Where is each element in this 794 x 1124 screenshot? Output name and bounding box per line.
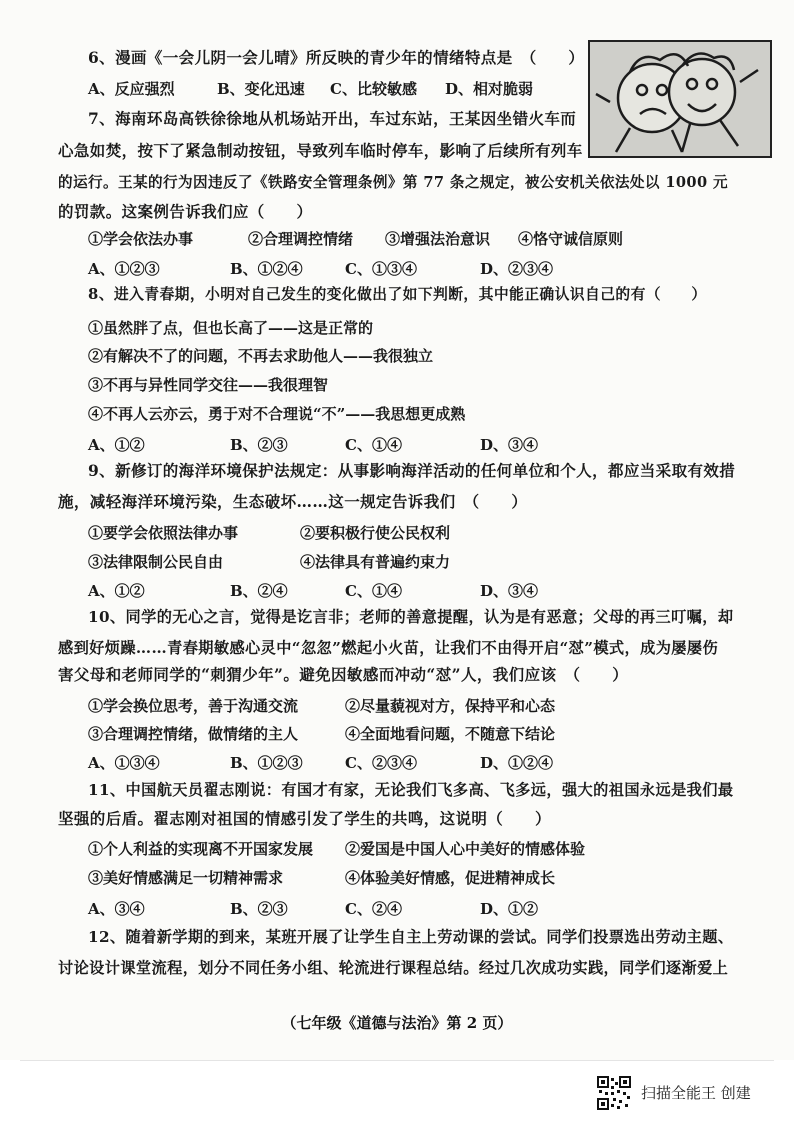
q8-option-c: C、①④ <box>345 436 402 454</box>
q6-option-b: B、变化迅速 <box>217 80 305 98</box>
q7-line-4: 的罚款。这案例告诉我们应（ ） <box>58 202 313 221</box>
cartoon-illustration <box>588 40 772 158</box>
q11-option-c: C、②④ <box>345 900 402 918</box>
q7-statement-4: ④恪守诚信原则 <box>518 230 624 248</box>
q10-statement-2: ②尽量藐视对方，保持平和心态 <box>345 697 556 715</box>
q7-line-3: 的运行。王某的行为因违反了《铁路安全管理条例》第 77 条之规定，被公安机关依法处以 1000 元 <box>58 174 729 191</box>
q7-option-b: B、①②④ <box>230 260 303 278</box>
q11-option-a: A、③④ <box>88 900 145 918</box>
q9-line-2: 施，减轻海洋环境污染，生态破坏……这一规定告诉我们 （ ） <box>58 492 528 511</box>
q7-statement-1: ①学会依法办事 <box>88 230 194 248</box>
q7-statement-3: ③增强法治意识 <box>385 230 491 248</box>
q8-statement-1: ①虽然胖了点，但也长高了——这是正常的 <box>88 319 374 337</box>
q10-option-a: A、①③④ <box>88 754 160 772</box>
q8-statement-2: ②有解决不了的问题，不再去求助他人——我很独立 <box>88 347 434 365</box>
q6-option-d: D、相对脆弱 <box>445 80 534 98</box>
q6-stem: 6、漫画《一会儿阴一会儿晴》所反映的青少年的情绪特点是 （ ） <box>88 48 585 67</box>
q9-line-1: 9、新修订的海洋环境保护法规定：从事影响海洋活动的任何单位和个人，都应当采取有效措 <box>88 461 736 480</box>
q10-option-c: C、②③④ <box>345 754 417 772</box>
q10-line-3: 害父母和老师同学的“刺猬少年”。避免因敏感而冲动“怼”人，我们应该 （ ） <box>58 665 629 684</box>
q7-line-2: 心急如焚，按下了紧急制动按钮，导致列车临时停车，影响了后续所有列车 <box>58 141 583 160</box>
q9-option-b: B、②④ <box>230 582 288 600</box>
q11-line-2: 坚强的后盾。翟志刚对祖国的情感引发了学生的共鸣，这说明（ ） <box>58 809 551 828</box>
q7-statement-2: ②合理调控情绪 <box>248 230 354 248</box>
q11-statement-2: ②爱国是中国人心中美好的情感体验 <box>345 840 586 858</box>
q9-statement-1: ①要学会依照法律办事 <box>88 524 239 542</box>
q9-option-a: A、①② <box>88 582 145 600</box>
qr-code-icon <box>597 1076 631 1110</box>
q9-statement-2: ②要积极行使公民权利 <box>300 524 451 542</box>
q7-option-d: D、②③④ <box>480 260 554 278</box>
q9-statement-3: ③法律限制公民自由 <box>88 553 224 571</box>
q8-statement-4: ④不再人云亦云，勇于对不合理说“不”——我思想更成熟 <box>88 405 466 423</box>
q11-option-b: B、②③ <box>230 900 288 918</box>
q10-line-2: 感到好烦躁……青春期敏感心灵中“忽忽”燃起小火苗，让我们不由得开启“怼”模式，成为屡屡伤 <box>58 639 719 657</box>
q10-statement-3: ③合理调控情绪，做情绪的主人 <box>88 725 299 743</box>
q10-line-1: 10、同学的无心之言，觉得是讫言非；老师的善意提醒，认为是有恶意；父母的再三叮嘱，却 <box>88 608 734 626</box>
q9-option-d: D、③④ <box>480 582 539 600</box>
q10-option-b: B、①②③ <box>230 754 303 772</box>
q11-option-d: D、①② <box>480 900 539 918</box>
q8-stem: 8、进入青春期，小明对自己发生的变化做出了如下判断，其中能正确认识自己的有（ ） <box>88 286 707 303</box>
q7-option-a: A、①②③ <box>88 260 160 278</box>
q10-statement-4: ④全面地看问题，不随意下结论 <box>345 725 556 743</box>
q7-option-c: C、①③④ <box>345 260 417 278</box>
q9-option-c: C、①④ <box>345 582 402 600</box>
q12-line-1: 12、随着新学期的到来，某班开展了让学生自主上劳动课的尝试。同学们投票选出劳动主题、 <box>88 928 734 946</box>
page-divider <box>20 1060 774 1061</box>
q11-statement-4: ④体验美好情感，促进精神成长 <box>345 869 556 887</box>
q9-statement-4: ④法律具有普遍约束力 <box>300 553 451 571</box>
scanner-watermark: 扫描全能王 创建 <box>641 1084 751 1102</box>
page-footer: （七年级《道德与法治》第 2 页） <box>281 1014 513 1032</box>
q8-option-b: B、②③ <box>230 436 288 454</box>
q7-line-1: 7、海南环岛高铁徐徐地从机场站开出，车过东站，王某因坐错火车而 <box>88 109 577 128</box>
q6-option-a: A、反应强烈 <box>88 80 175 98</box>
q10-statement-1: ①学会换位思考，善于沟通交流 <box>88 697 299 715</box>
q11-line-1: 11、中国航天员翟志刚说：有国才有家，无论我们飞多高、飞多远，强大的祖国永远是我们最 <box>88 781 734 799</box>
q8-statement-3: ③不再与异性同学交往——我很理智 <box>88 376 329 394</box>
q11-statement-3: ③美好情感满足一切精神需求 <box>88 869 284 887</box>
q8-option-a: A、①② <box>88 436 145 454</box>
q8-option-d: D、③④ <box>480 436 539 454</box>
q10-option-d: D、①②④ <box>480 754 554 772</box>
q11-statement-1: ①个人利益的实现离不开国家发展 <box>88 840 314 858</box>
q6-option-c: C、比较敏感 <box>330 80 417 98</box>
q12-line-2: 讨论设计课堂流程，划分不同任务小组、轮流进行课程总结。经过几次成功实践，同学们逐渐爱上 <box>58 959 729 977</box>
